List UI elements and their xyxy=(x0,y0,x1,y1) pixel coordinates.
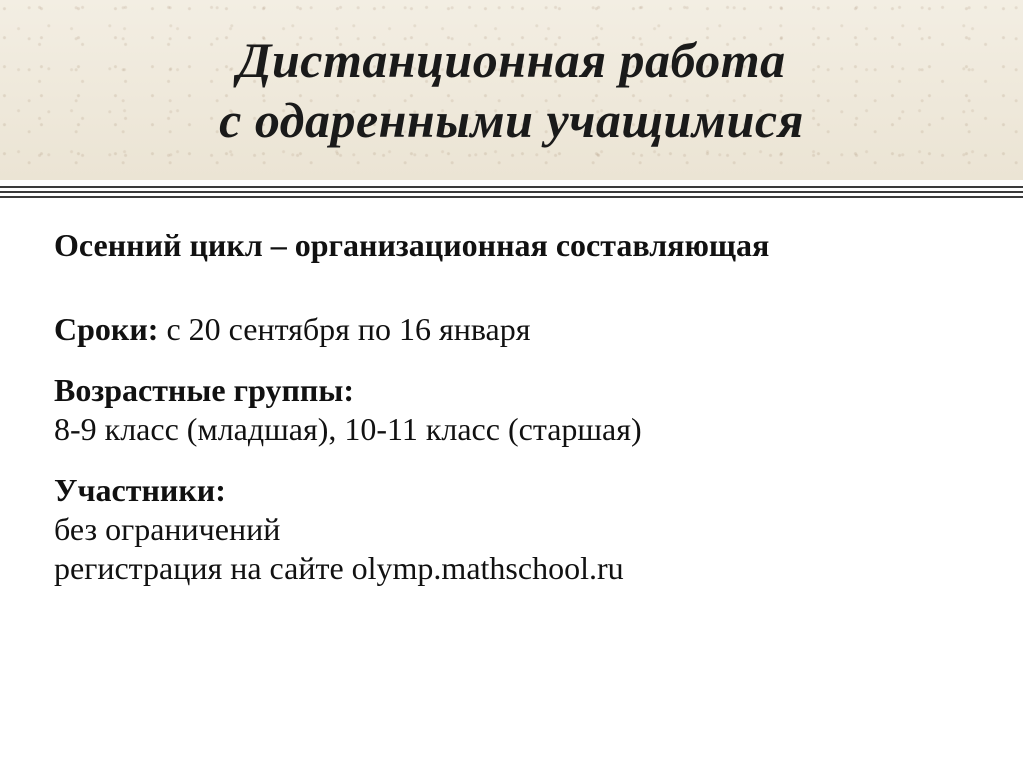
age-groups-value: 8-9 класс (младшая), 10-11 класс (старшая) xyxy=(54,411,642,447)
age-groups-block xyxy=(54,371,1004,449)
divider-line xyxy=(0,186,1023,188)
section-heading: Осенний цикл – организационная составляющая xyxy=(54,227,770,263)
divider-line xyxy=(0,196,1023,198)
participants-registration: регистрация на сайте olymp.mathschool.ru xyxy=(54,550,624,586)
participants-label: Участники: xyxy=(54,472,226,508)
dates-block xyxy=(54,310,1004,349)
slide-title-line-1: Дистанционная работа xyxy=(237,32,786,88)
dates-value: с 20 сентября по 16 января xyxy=(158,311,531,347)
slide-title xyxy=(0,30,1023,150)
slide-body xyxy=(54,226,1004,610)
participants-restriction: без ограничений xyxy=(54,511,281,547)
slide-title-line-2: с одаренными учащимися xyxy=(219,92,804,148)
age-groups-label: Возрастные группы: xyxy=(54,372,354,408)
divider-line xyxy=(0,191,1023,193)
title-divider xyxy=(0,186,1023,201)
participants-block xyxy=(54,471,1004,588)
dates-label: Сроки: xyxy=(54,311,159,347)
